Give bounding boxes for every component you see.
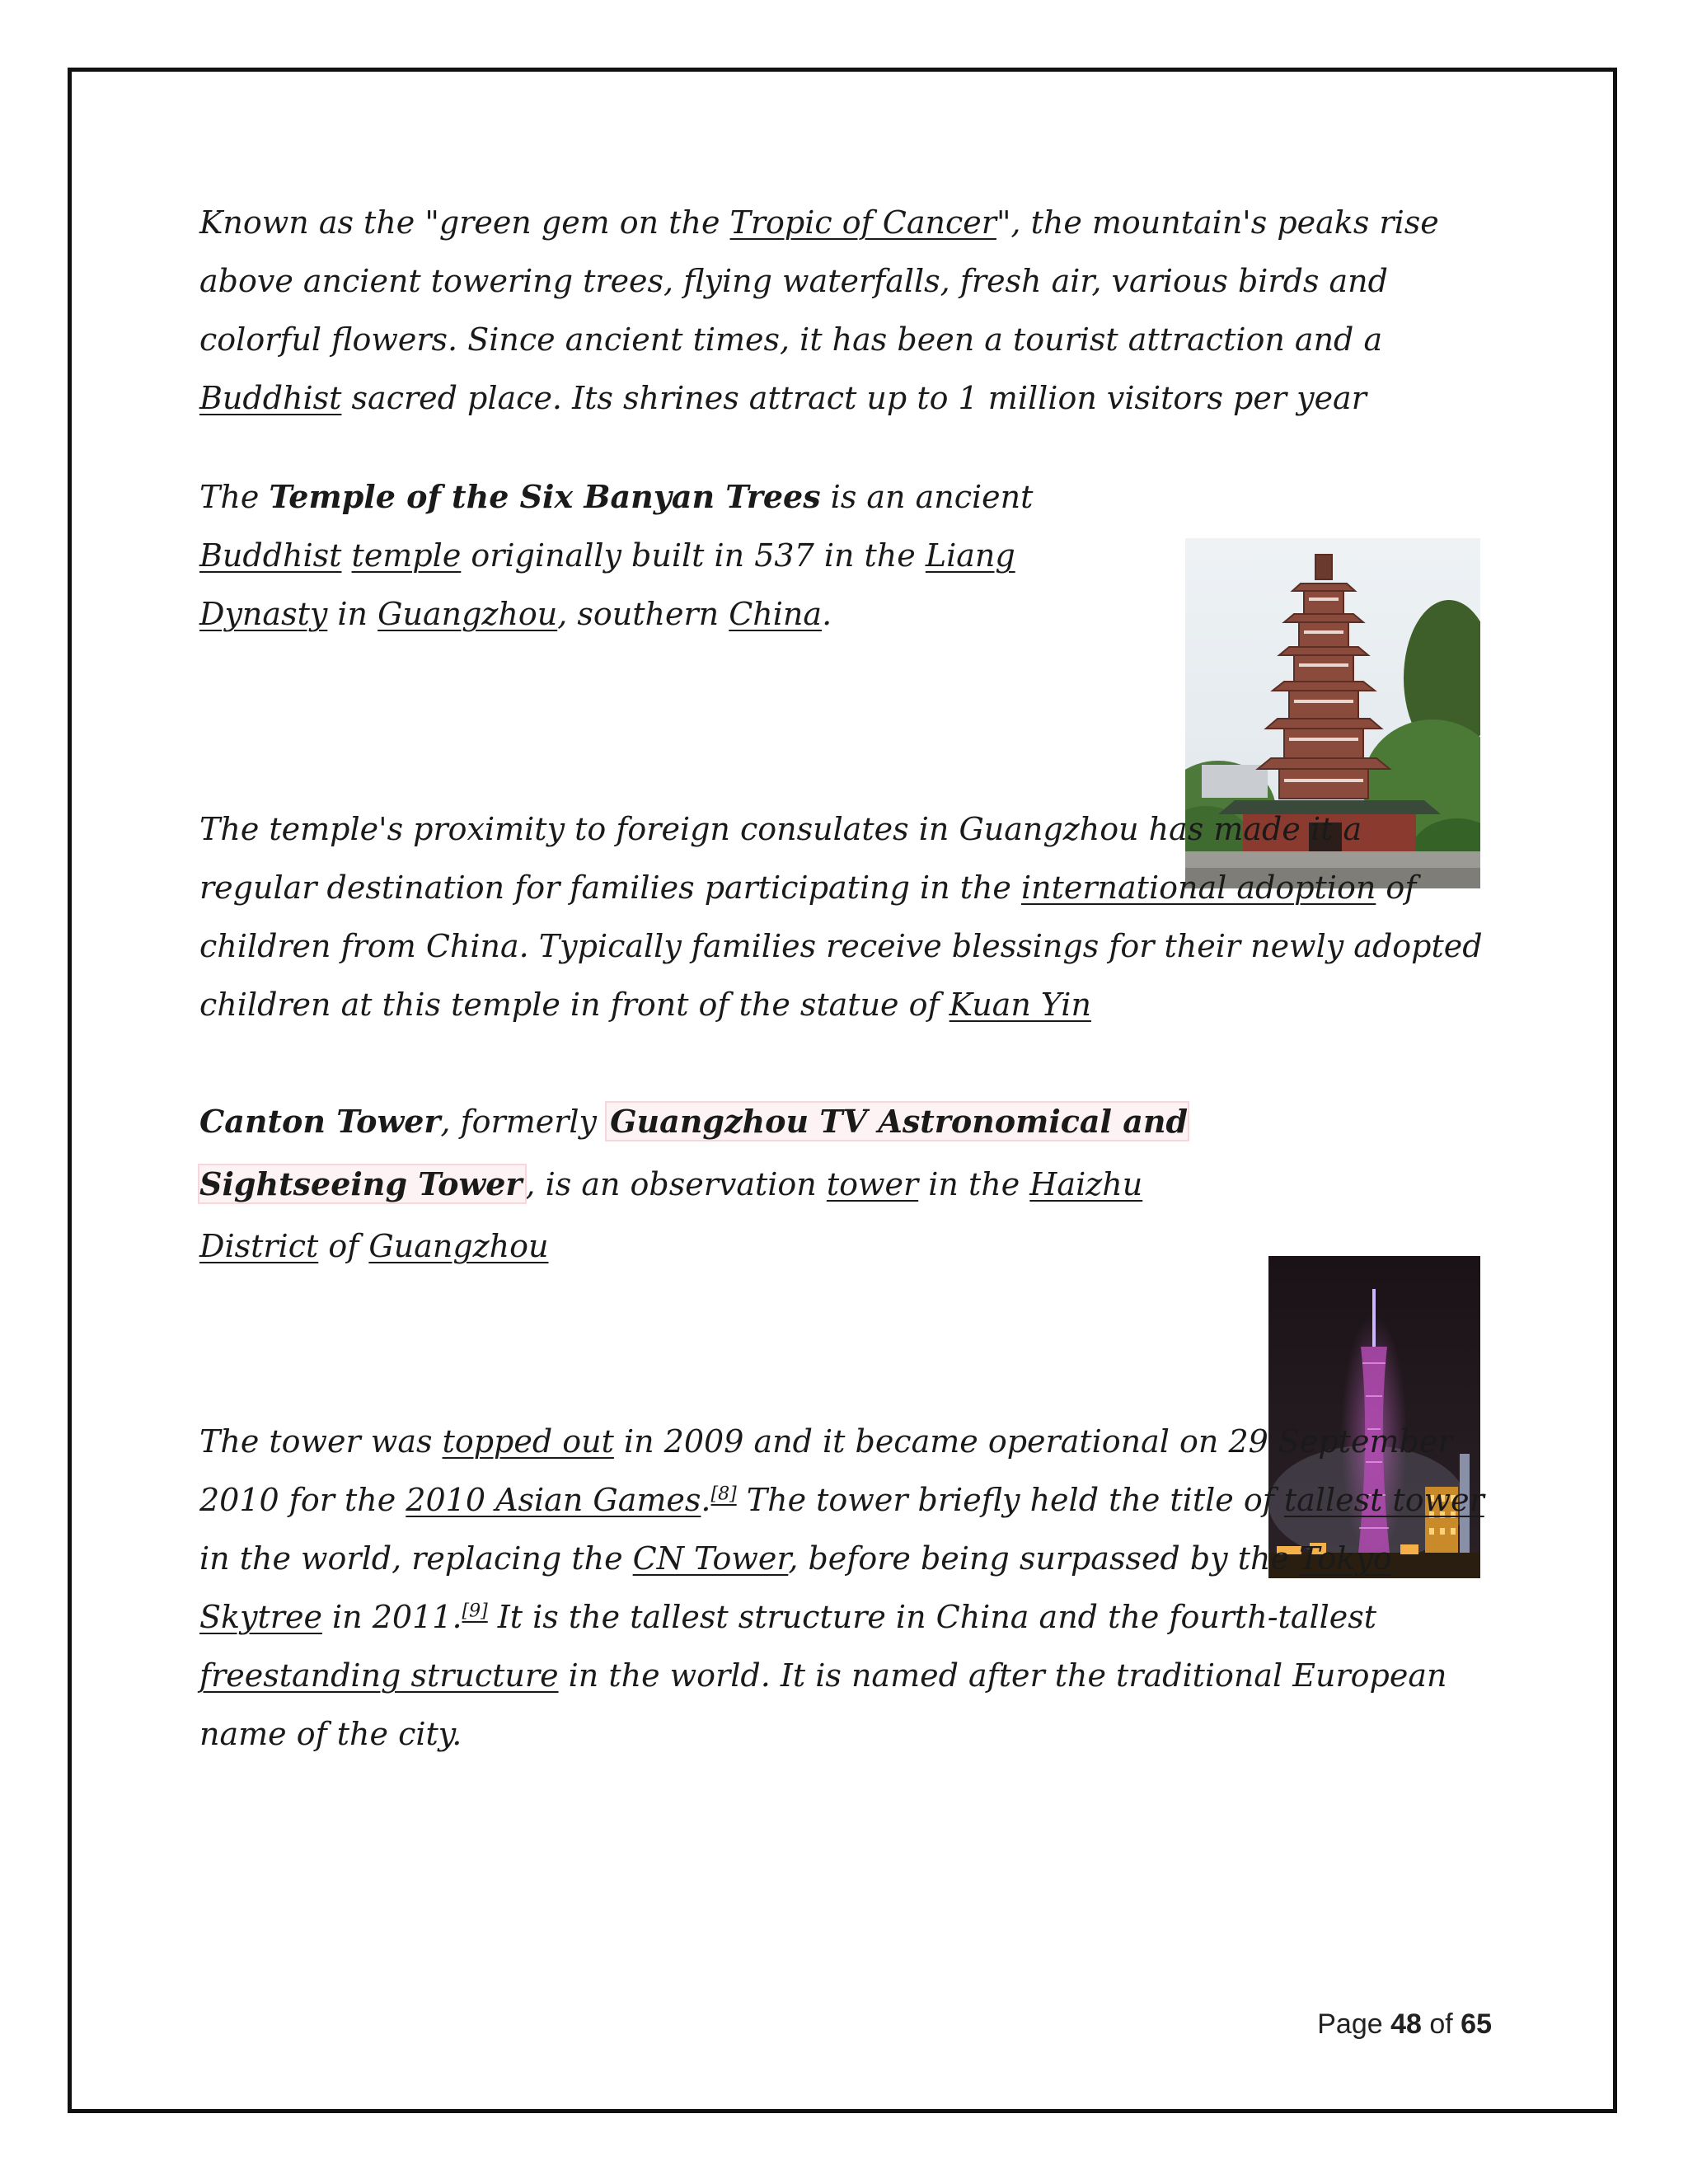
current-page-number: 48 <box>1390 2008 1422 2040</box>
link-topped-out[interactable]: topped out <box>442 1423 614 1460</box>
text: , before being surpassed by the <box>788 1540 1300 1577</box>
link-tokyo-skytree[interactable]: Tokyo Skytree <box>199 1540 1392 1635</box>
link-kuan-yin[interactable]: Kuan Yin <box>949 987 1091 1023</box>
text: in <box>327 596 378 632</box>
text: , is an observation <box>525 1166 827 1202</box>
text: . <box>701 1482 711 1518</box>
link-china[interactable]: China <box>729 596 823 632</box>
text: The tower was <box>199 1423 443 1460</box>
citation-9[interactable]: [9] <box>462 1601 488 1622</box>
paragraph-temple <box>199 467 1114 644</box>
paragraph-mountain <box>199 194 1485 428</box>
text: in 2011. <box>321 1599 462 1635</box>
link-tropic-of-cancer[interactable]: Tropic of Cancer <box>729 204 996 241</box>
text: , formerly <box>440 1104 607 1140</box>
link-freestanding-structure[interactable]: freestanding structure <box>199 1657 559 1694</box>
link-buddhist[interactable]: Buddhist <box>199 380 342 416</box>
link-guangzhou[interactable]: Guangzhou <box>377 596 558 632</box>
text: of <box>318 1228 369 1264</box>
text: It is the tallest structure in China and the fourth-tallest <box>487 1599 1377 1635</box>
text: Known as the "green gem on the <box>199 204 730 241</box>
paragraph-tower-history <box>199 1413 1485 1764</box>
link-liang-dynasty[interactable]: Liang Dynasty <box>199 537 1015 632</box>
paragraph-canton-tower <box>199 1090 1205 1277</box>
tower-name: Canton Tower <box>199 1103 441 1140</box>
text: sacred place. Its shrines attract up to 1 million visitors per year <box>341 380 1367 416</box>
text: . <box>822 596 832 632</box>
text: of children from China. Typically families receive blessings for their newly adopted children at this temple in front of the statue of <box>199 869 1483 1023</box>
page-content <box>199 194 1485 1764</box>
text: in the world. It is named after the traditional European name of the city. <box>199 1657 1447 1752</box>
citation-8[interactable]: [8] <box>710 1483 737 1505</box>
link-cn-tower[interactable]: CN Tower <box>632 1540 789 1577</box>
link-tower[interactable]: tower <box>826 1166 919 1202</box>
footer-separator: of <box>1421 2008 1461 2040</box>
temple-name: Temple of the Six Banyan Trees <box>269 478 821 515</box>
text: in the <box>918 1166 1030 1202</box>
text: The <box>199 479 270 515</box>
tower-former-name[interactable]: Guangzhou TV Astronomical and Sightseeing Tower <box>199 1103 1189 1202</box>
text: ", the mountain's peaks rise above ancient towering trees, flying waterfalls, fresh air, various birds and colorful flowers. Since ancient times, it has been a tourist attraction and a <box>199 204 1439 358</box>
link-international-adoption[interactable]: international adoption <box>1021 869 1376 906</box>
text: The temple's proximity to foreign consulates in Guangzhou has made it a regular destination for families participating in the <box>199 811 1362 906</box>
text: in 2009 and it became operational on 29 September 2010 for the <box>199 1423 1453 1518</box>
page-number-footer <box>1317 2008 1492 2041</box>
link-temple[interactable]: temple <box>351 537 462 574</box>
link-buddhist[interactable]: Buddhist <box>199 537 342 574</box>
text: is an ancient <box>820 479 1034 515</box>
text: The tower briefly held the title of <box>736 1482 1284 1518</box>
footer-prefix: Page <box>1317 2008 1391 2040</box>
link-guangzhou[interactable]: Guangzhou <box>368 1228 549 1264</box>
link-2010-asian-games[interactable]: 2010 Asian Games <box>406 1482 701 1518</box>
link-tallest-tower[interactable]: tallest tower <box>1283 1482 1484 1518</box>
link-haizhu-district[interactable]: Haizhu District <box>199 1166 1143 1264</box>
text: in the world, replacing the <box>199 1540 633 1577</box>
text: originally built in 537 in the <box>461 537 926 574</box>
text: , southern <box>557 596 729 632</box>
total-page-count: 65 <box>1461 2008 1492 2040</box>
paragraph-temple-adoption <box>199 800 1485 1034</box>
text <box>341 537 351 574</box>
